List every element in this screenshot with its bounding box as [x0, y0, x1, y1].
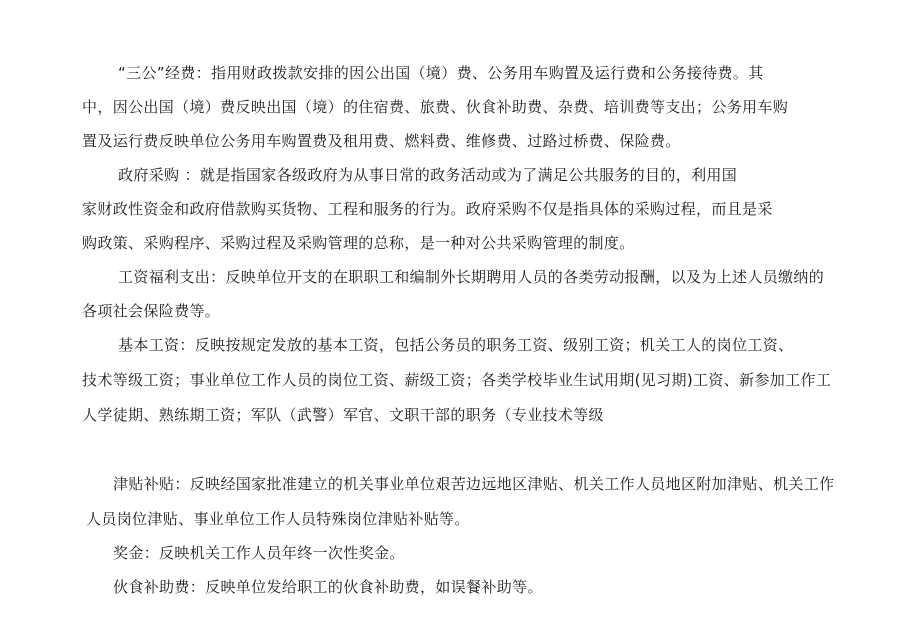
- paragraph-allowance-line-1: 津贴补贴：反映经国家批准建立的机关事业单位艰苦边远地区津贴、机关工作人员地区附加津贴、机关工作: [113, 475, 835, 493]
- paragraph-basic-wage-line-2: 技术等级工资；事业单位工作人员的岗位工资、薪级工资；各类学校毕业生试用期(见习期)工资、新参加工作工: [82, 371, 832, 389]
- paragraph-procurement-line-1: 政府采购 ：就是指国家各级政府为从事日常的政务活动或为了满足公共服务的目的，利用国: [118, 166, 738, 184]
- paragraph-wage-welfare-line-1: 工资福利支出：反映单位开支的在职职工和编制外长期聘用人员的各类劳动报酬，以及为上述人员缴纳的: [118, 268, 825, 286]
- paragraph-procurement-line-3: 购政策、采购程序、采购过程及采购管理的总称，是一种对公共采购管理的制度。: [82, 234, 635, 252]
- paragraph-sangong-line-1: “三公”经费：指用财政拨款安排的因公出国（境）费、公务用车购置及运行费和公务接待费。其: [118, 64, 764, 82]
- paragraph-basic-wage-line-3: 人学徒期、熟练期工资；军队（武警）军官、文职干部的职务（专业技术等级: [82, 406, 604, 424]
- paragraph-bonus-line-1: 奖金：反映机关工作人员年终一次性奖金。: [113, 544, 405, 562]
- paragraph-procurement-line-2: 家财政性资金和政府借款购买货物、工程和服务的行为。政府采购不仅是指具体的采购过程，而且是采: [82, 200, 773, 218]
- paragraph-sangong-line-2: 中，因公出国（境）费反映出国（境）的住宿费、旅费、伙食补助费、杂费、培训费等支出；公务用车购: [82, 98, 789, 116]
- paragraph-sangong-line-3: 置及运行费反映单位公务用车购置费及租用费、燃料费、维修费、过路过桥费、保险费。: [82, 132, 681, 150]
- paragraph-wage-welfare-line-2: 各项社会保险费等。: [82, 302, 221, 320]
- paragraph-meal-subsidy-line-1: 伙食补助费：反映单位发给职工的伙食补助费，如误餐补助等。: [113, 578, 543, 596]
- paragraph-allowance-line-2: 人员岗位津贴、事业单位工作人员特殊岗位津贴补贴等。: [86, 510, 470, 528]
- paragraph-basic-wage-line-1: 基本工资：反映按规定发放的基本工资，包括公务员的职务工资、级别工资；机关工人的岗位工资、: [118, 336, 794, 354]
